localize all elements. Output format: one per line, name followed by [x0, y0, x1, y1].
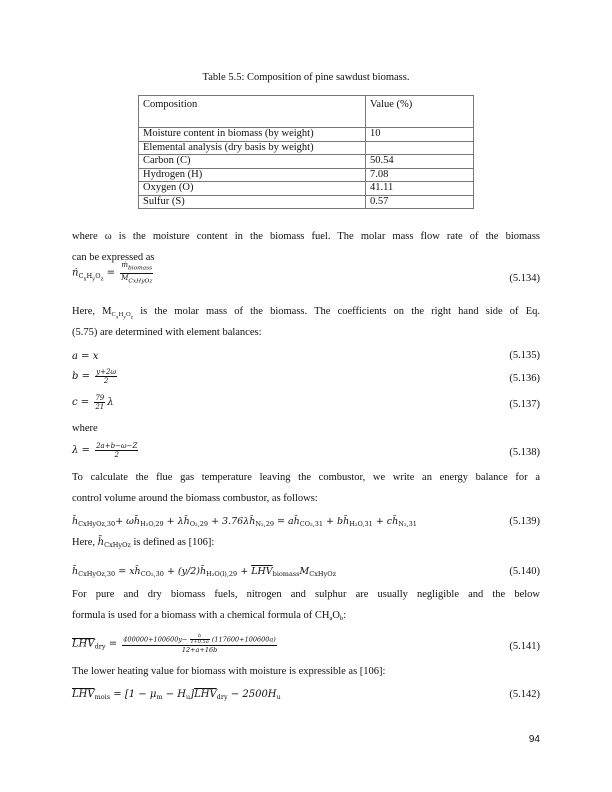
text-line: formula is used for a biomass with a chemical formula of $CH_aO_b$:: [72, 610, 347, 622]
table-row: [139, 141, 474, 155]
equation-number: (5.141): [509, 641, 540, 652]
equation-5-137: [72, 392, 540, 414]
equation-body: $h̄_{CxHyOz,30}+$ $\omega h̄_{H_2O,29}$ + $\lambda h̄_{O_2,29}$ + $3.76\lambda h̄_{N_2,29}$ = $ah̄_{CO_2,31}$ + $bh̄_{H_2O,31}$ + $ch̄_{N_2,31}$: [72, 516, 417, 528]
row-label: Hydrogen (H): [139, 168, 366, 182]
text-fragment: Here, M: [72, 306, 112, 317]
table-row: [139, 155, 474, 169]
text-line: To calculate the flue gas temperature leaving the combustor, we write an energy balance for a: [72, 472, 540, 483]
composition-table: [138, 95, 474, 209]
row-value: 41.11: [366, 182, 474, 196]
equation-5-135: [72, 343, 540, 365]
header-value: Value (%): [366, 96, 474, 128]
text-fragment: formula is used for a biomass with a chemical formula of CH: [72, 610, 330, 621]
text-line: where: [72, 423, 98, 434]
equation-number: (5.137): [509, 399, 540, 410]
row-value: 0.57: [366, 195, 474, 209]
text-line: where ω is the moisture content in the biomass fuel. The molar mass flow rate of the biomass: [72, 231, 540, 242]
equation-5-138: [72, 440, 540, 462]
equation-number: (5.136): [509, 373, 540, 384]
equation-number: (5.134): [509, 273, 540, 284]
header-composition: Composition: [139, 96, 366, 128]
text-line: Here, $M_{C_xH_yO_z}$ is the molar mass of the biomass. The coefficients on the right hand side of Eq.: [72, 306, 540, 321]
equation-number: (5.138): [509, 447, 540, 458]
text-fragment: is the molar mass of the biomass. The coefficients on the right hand side of Eq.: [133, 306, 540, 317]
text-line: (5.75) are determined with element balances:: [72, 327, 262, 338]
equation-5-136: [72, 366, 540, 388]
row-label: Elemental analysis (dry basis by weight): [139, 141, 366, 155]
equation-body: λ = $\frac{2a+b-\omega-Z}{2}$: [72, 442, 138, 459]
equation-5-139: [72, 509, 540, 531]
equation-5-134: [72, 261, 540, 288]
equation-number: (5.142): [509, 689, 540, 700]
equation-body: $h̄_{CxHyOz,30}$ = $xh̄_{CO_2,30}$ + $(y/2)h̄_{H_2O(l),29} + \overline{LHV}_{biomass}M_{CxHyOz}$: [72, 566, 336, 578]
table-row: [139, 168, 474, 182]
equation-5-140: [72, 559, 540, 581]
equation-body: a = x: [72, 351, 99, 362]
page-number: 94: [528, 734, 540, 745]
row-value: 7.08: [366, 168, 474, 182]
row-label: Carbon (C): [139, 155, 366, 169]
text-fragment: Here,: [72, 537, 98, 548]
equation-body: c = $\frac{79}{21}$ λ: [72, 394, 114, 411]
row-value: 50.54: [366, 155, 474, 169]
table-row: [139, 128, 474, 142]
equation-5-141: [72, 632, 540, 662]
row-label: Moisture content in biomass (by weight): [139, 128, 366, 142]
text-line: Here, $h̄_{CxHyOz}$ is defined as [106]:: [72, 537, 215, 549]
paragraph-defined: [72, 532, 540, 553]
equation-number: (5.135): [509, 350, 540, 361]
row-label: Sulfur (S): [139, 195, 366, 209]
equation-5-142: [72, 682, 540, 704]
text-line: control volume around the biomass combustor, as follows:: [72, 493, 318, 504]
equation-number: (5.139): [509, 516, 540, 527]
text-fragment: is defined as [106]:: [130, 537, 215, 548]
equation-body: b = $\frac{y+2\omega}{2}$: [72, 368, 117, 385]
equation-body: ṅ$_{C_xH_yO_z}$ = $\frac{ṁ_{biomass}}{M_{CxHyOz}}$: [72, 261, 153, 284]
equation-body: $\overline{LHV}_{dry}$ = 400000+100600y− $\frac{b}{1+0.5a}$ (117600+100600a) 12+a+16b: [72, 633, 276, 654]
table-row: [139, 195, 474, 209]
text-line: The lower heating value for biomass with moisture is expressible as [106]:: [72, 666, 386, 677]
row-label: Oxygen (O): [139, 182, 366, 196]
paragraph-molar-mass: [72, 301, 540, 343]
row-value: 10: [366, 128, 474, 142]
table-caption: Table 5.5: Composition of pine sawdust biomass.: [202, 72, 410, 83]
text-line: For pure and dry biomass fuels, nitrogen and sulphur are usually negligible and the below: [72, 589, 540, 600]
table-row: [139, 182, 474, 196]
row-value: [366, 141, 474, 155]
paragraph-lhv-moisture: [72, 661, 540, 682]
text-line: can be expressed as: [72, 252, 155, 263]
equation-number: (5.140): [509, 566, 540, 577]
paragraph-energy-balance: [72, 467, 540, 509]
paragraph-dry-biomass: [72, 584, 540, 626]
equation-body: $\overline{LHV}_{mois} = [1 - \mu_m - H_u]\overline{LHV}_{dry} - 2500H_u$: [72, 689, 281, 701]
table-header-row: [139, 96, 474, 128]
paragraph-where: [72, 418, 540, 439]
